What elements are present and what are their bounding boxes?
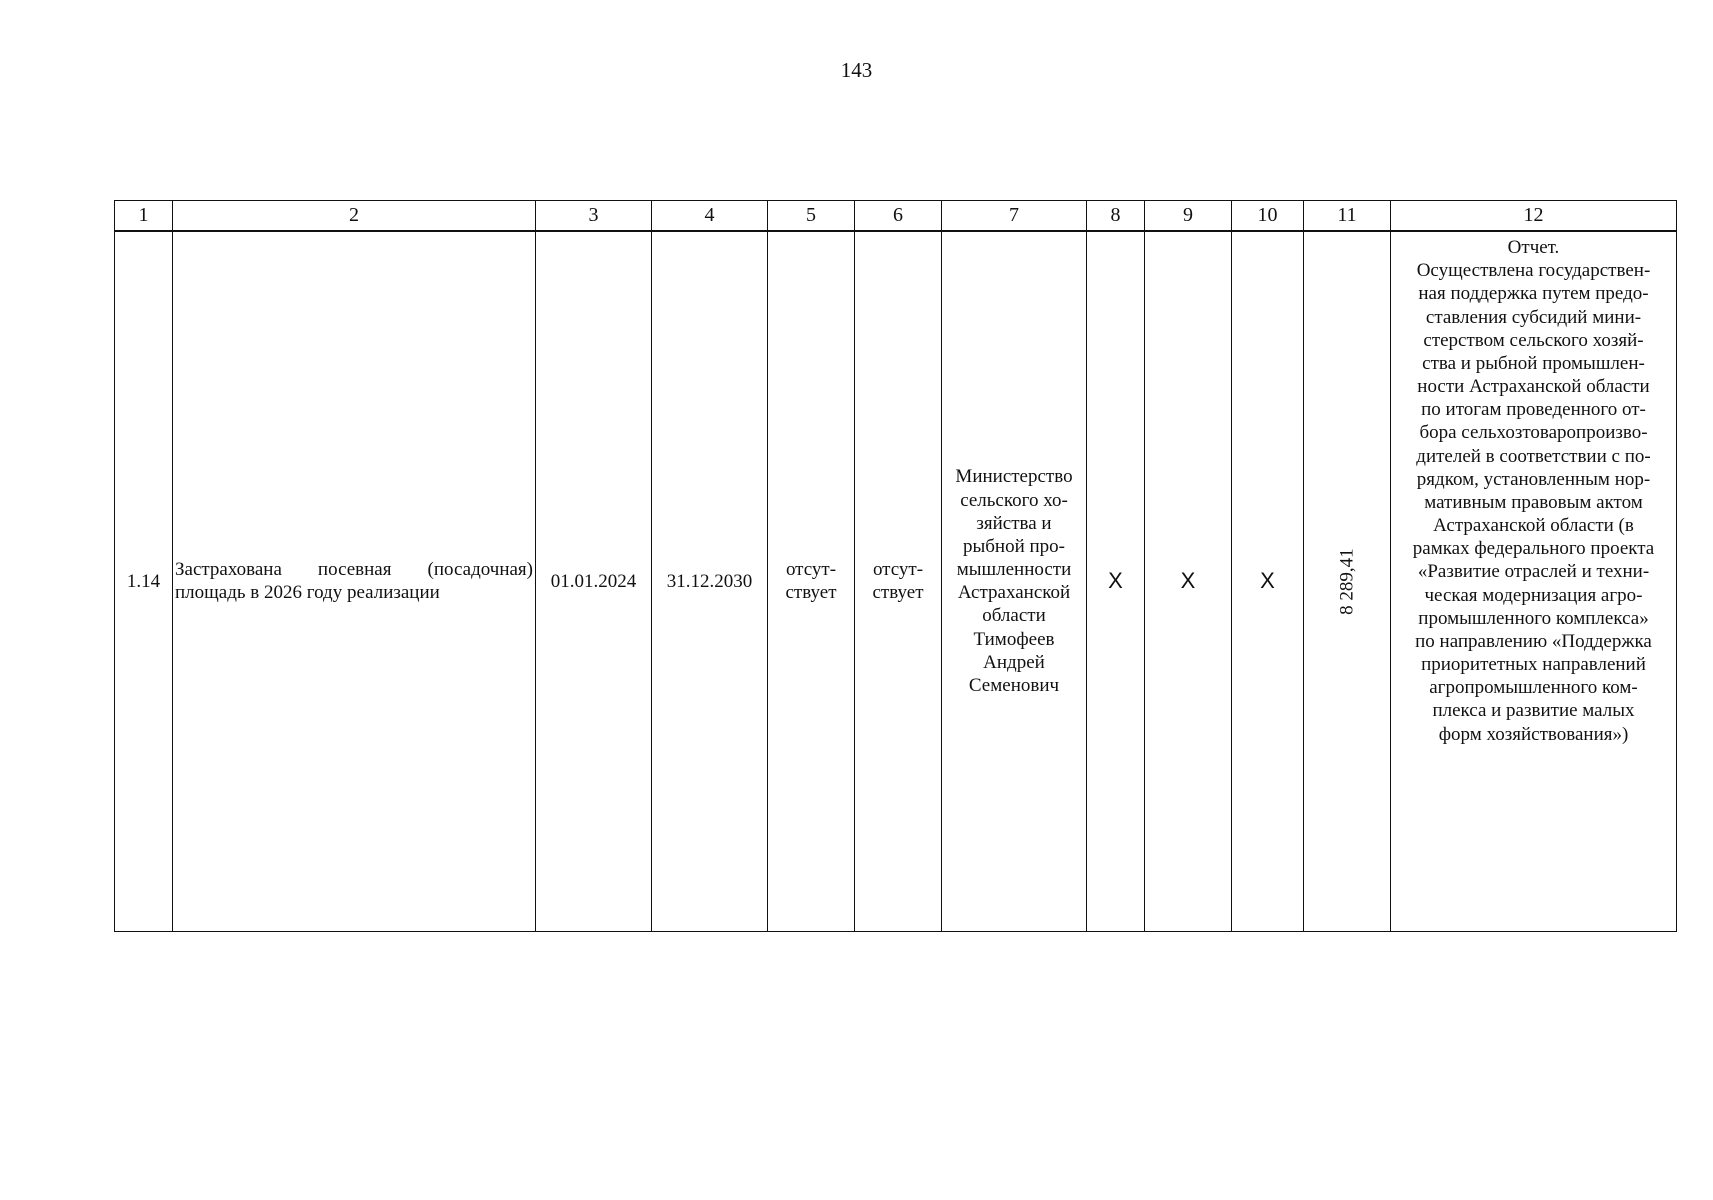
col8-mark: X <box>1108 567 1123 593</box>
responsible-line: Астраханской <box>957 582 1071 604</box>
col6-cell <box>855 231 942 931</box>
report-line: дителей в соответствии с по- <box>1416 445 1651 467</box>
col5-cell <box>768 231 855 931</box>
responsible-line: Семенович <box>968 674 1060 696</box>
report-line: ставления субсидий мини- <box>1425 306 1642 328</box>
responsible-line: Андрей <box>983 651 1045 673</box>
page-number: 143 <box>840 58 873 82</box>
header-col-10: 10 <box>1232 201 1304 232</box>
col10-mark: X <box>1260 567 1275 593</box>
responsible-line: мышленности <box>956 559 1072 581</box>
report-line: агропромышленного ком- <box>1429 677 1638 699</box>
amount-value: 8 289,41 <box>1336 547 1358 615</box>
event-name-cell <box>173 231 536 931</box>
report-line: Осуществлена государствен- <box>1416 260 1651 282</box>
report-line: ческая модернизация агро- <box>1424 584 1643 606</box>
header-col-4: 4 <box>652 201 768 232</box>
col10-cell <box>1232 231 1304 931</box>
report-line: бора сельхозтоваропроизво- <box>1419 422 1648 444</box>
responsible-line: Тимофеев <box>973 628 1055 650</box>
col9-cell <box>1145 231 1232 931</box>
report-line: Астраханской области (в <box>1433 515 1634 537</box>
report-line: «Развитие отраслей и техни- <box>1417 561 1650 583</box>
report-line: ства и рыбной промышлен- <box>1422 352 1645 374</box>
responsible-line: рыбной про- <box>962 535 1065 557</box>
end-date-cell <box>652 231 768 931</box>
header-col-11: 11 <box>1304 201 1391 232</box>
col8-cell <box>1087 231 1145 931</box>
responsible-line: зяйства и <box>976 512 1052 534</box>
col5-text <box>768 558 854 604</box>
header-col-12: 12 <box>1391 201 1677 232</box>
responsible-line: сельского хо- <box>960 489 1068 511</box>
col9-mark: X <box>1180 567 1196 593</box>
col6-line: ствует <box>872 582 924 604</box>
report-line: мативным правовым актом <box>1424 491 1643 513</box>
row-number-cell <box>115 231 173 931</box>
report-line: плекса и развитие малых <box>1432 700 1635 722</box>
report-line: форм хозяйствования») <box>1438 723 1629 745</box>
end-date: 31.12.2030 <box>666 570 753 592</box>
responsible-cell <box>942 231 1087 931</box>
report-line: Отчет. <box>1507 237 1560 258</box>
report-line: приоритетных направлений <box>1421 654 1646 676</box>
report-line: рамках федерального проекта <box>1412 538 1655 560</box>
header-col-2: 2 <box>173 201 536 232</box>
start-date-cell <box>536 231 652 931</box>
report-text <box>1391 232 1676 746</box>
header-col-6: 6 <box>855 201 942 232</box>
table-header-row <box>115 201 1677 232</box>
header-col-5: 5 <box>768 201 855 232</box>
report-line: по итогам проведенного от- <box>1421 399 1646 421</box>
header-col-7: 7 <box>942 201 1087 232</box>
col6-text <box>855 558 941 604</box>
header-col-8: 8 <box>1087 201 1145 232</box>
report-cell <box>1391 231 1677 931</box>
row-number: 1.14 <box>126 570 161 592</box>
header-col-9: 9 <box>1145 201 1232 232</box>
report-table <box>114 200 1677 932</box>
report-line: рядком, установленным нор- <box>1416 468 1651 490</box>
report-line: по направлению «Поддержка <box>1415 630 1652 652</box>
col5-line: отсут- <box>785 559 837 581</box>
col5-line: ствует <box>785 582 837 604</box>
col6-line: отсут- <box>872 559 924 581</box>
responsible-line: области <box>982 605 1046 627</box>
event-name: Застрахована посевная (посадочная) площадь в 2026 году реализации <box>175 559 533 604</box>
amount-cell <box>1304 231 1391 931</box>
report-line: промышленного комплекса» <box>1418 607 1649 629</box>
report-line: стерством сельского хозяй- <box>1423 329 1644 351</box>
header-col-3: 3 <box>536 201 652 232</box>
report-line: ности Астраханской области <box>1417 376 1650 398</box>
header-col-1: 1 <box>115 201 173 232</box>
report-line: ная поддержка путем предо- <box>1418 283 1649 305</box>
table-row <box>115 231 1677 931</box>
responsible-text <box>942 465 1086 697</box>
responsible-line: Министерство <box>955 466 1073 488</box>
start-date: 01.01.2024 <box>550 570 637 592</box>
